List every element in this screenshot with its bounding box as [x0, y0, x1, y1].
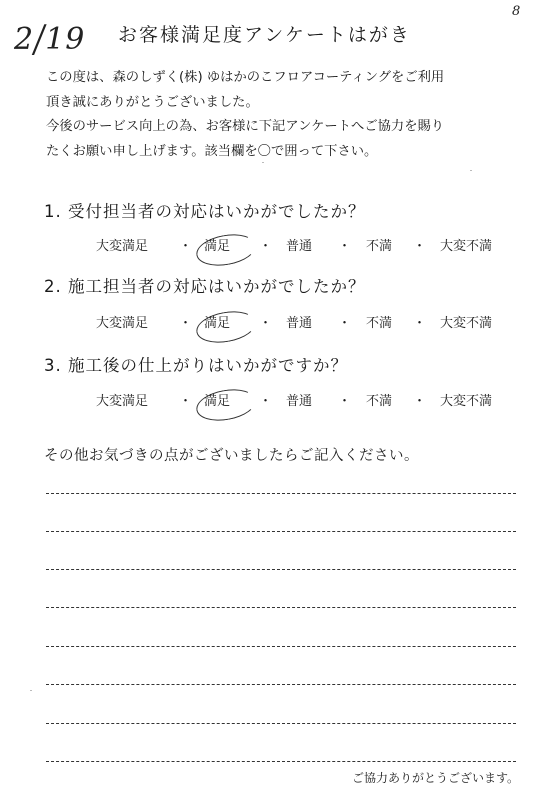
- comment-line[interactable]: [46, 569, 516, 570]
- option-separator: ・: [259, 316, 273, 331]
- comment-line[interactable]: [46, 646, 516, 647]
- option-very-satisfied[interactable]: 大変満足: [96, 316, 149, 331]
- option-satisfied[interactable]: 満足: [204, 239, 231, 254]
- question-2: 2. 施工担当者の対応はいかがでしたか？: [44, 277, 366, 296]
- intro-line: たくお願い申し上げます。該当欄を〇で囲って下さい。: [46, 143, 378, 159]
- option-very-dissatisfied[interactable]: 大変不満: [440, 394, 493, 409]
- option-neutral[interactable]: 普通: [286, 394, 313, 409]
- option-very-dissatisfied[interactable]: 大変不満: [440, 239, 493, 254]
- comment-line[interactable]: [46, 723, 516, 724]
- question-3-options: [96, 390, 516, 414]
- option-very-satisfied[interactable]: 大変満足: [96, 394, 149, 409]
- option-separator: ・: [413, 239, 427, 254]
- option-separator: ・: [413, 316, 427, 331]
- option-separator: ・: [338, 394, 352, 409]
- option-neutral[interactable]: 普通: [286, 316, 313, 331]
- question-2-options: [96, 312, 516, 336]
- question-1: 1. 受付担当者の対応はいかがでしたか？: [44, 202, 366, 221]
- comment-label: その他お気づきの点がございましたらご記入ください。: [44, 448, 419, 464]
- intro-line: この度は、森のしずく(株) ゆはかのこフロアコーティングをご利用: [46, 70, 445, 85]
- handwritten-date: [14, 17, 86, 62]
- scan-speck: [470, 170, 472, 171]
- option-satisfied[interactable]: 満足: [204, 394, 231, 409]
- question-1-options: [96, 235, 516, 259]
- question-3: 3. 施工後の仕上がりはいかがですか？: [44, 356, 348, 375]
- comment-line[interactable]: [46, 531, 516, 532]
- handwritten-page-number: 8: [512, 4, 521, 19]
- date-day: 19: [45, 22, 86, 57]
- option-separator: ・: [413, 394, 427, 409]
- comment-line[interactable]: [46, 684, 516, 685]
- option-separator: ・: [338, 316, 352, 331]
- option-very-satisfied[interactable]: 大変満足: [96, 239, 149, 254]
- comment-line[interactable]: [46, 607, 516, 608]
- intro-line: 今後のサービス向上の為、お客様に下記アンケートへご協力を賜り: [46, 119, 445, 134]
- option-separator: ・: [179, 239, 193, 254]
- option-satisfied[interactable]: 満足: [204, 316, 231, 331]
- option-dissatisfied[interactable]: 不満: [366, 239, 393, 254]
- option-very-dissatisfied[interactable]: 大変不満: [440, 316, 493, 331]
- option-separator: ・: [338, 239, 352, 254]
- option-dissatisfied[interactable]: 不満: [366, 316, 393, 331]
- option-neutral[interactable]: 普通: [286, 239, 313, 254]
- option-separator: ・: [259, 239, 273, 254]
- comment-line[interactable]: [46, 761, 516, 762]
- option-separator: ・: [259, 394, 273, 409]
- scan-speck: [30, 690, 32, 691]
- comment-line[interactable]: [46, 493, 516, 494]
- option-separator: ・: [179, 394, 193, 409]
- intro-line: 頂き誠にありがとうございました。: [46, 94, 259, 110]
- option-dissatisfied[interactable]: 不満: [366, 394, 393, 409]
- thank-you-footer: ご協力ありがとうございます。: [352, 771, 520, 785]
- option-separator: ・: [179, 316, 193, 331]
- intro-paragraph: [46, 66, 522, 164]
- date-month: 2: [14, 22, 35, 57]
- date-slash: /: [34, 17, 46, 62]
- scan-speck: [262, 162, 264, 163]
- page-title: お客様満足度アンケートはがき: [118, 24, 411, 46]
